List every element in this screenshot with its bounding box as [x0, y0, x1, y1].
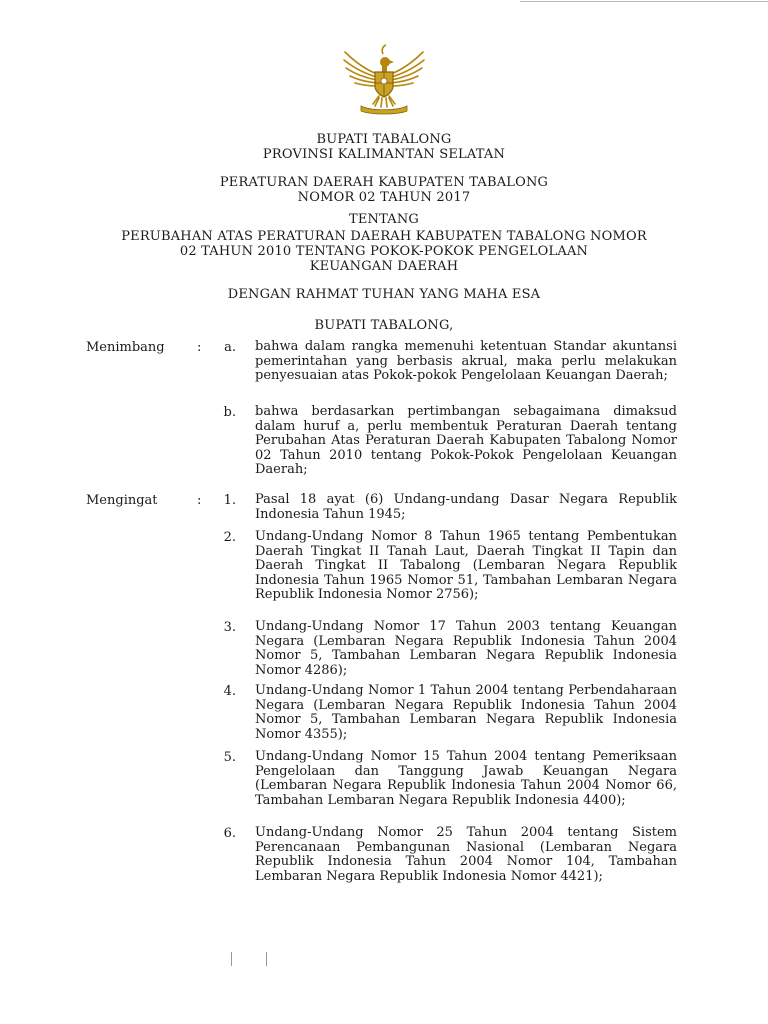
menimbang-item: bahwa berdasarkan pertimbangan sebagaimana dimaksud dalam huruf a, perlu membentuk Peraturan Daerah tentang Perubahan Atas Peraturan Daerah Kabupaten Tabalong Nomor 02 Tahun 2010 tentang Pokok-Pokok Pengelolaan Keuangan Daerah; — [255, 404, 677, 478]
scan-mark — [231, 952, 232, 966]
mengingat-colon: : — [197, 493, 202, 508]
menimbang-label: Menimbang — [86, 340, 165, 355]
menimbang-colon: : — [197, 340, 202, 355]
about-label: TENTANG — [348, 212, 420, 227]
mengingat-item: Undang-Undang Nomor 17 Tahun 2003 tentang Keuangan Negara (Lembaran Negara Republik Indonesia Tahun 2004 Nomor 5, Tambahan Lembaran Negara Republik Indonesia Nomor 4286); — [255, 619, 677, 678]
menimbang-marker: a. — [224, 340, 236, 355]
mengingat-marker: 5. — [223, 750, 236, 765]
issuer-line: BUPATI TABALONG, — [314, 318, 454, 333]
header-regent: BUPATI TABALONG — [316, 132, 452, 147]
garuda-emblem-icon — [339, 40, 429, 116]
subject-line: PERUBAHAN ATAS PERATURAN DAERAH KABUPATEN TABALONG NOMOR — [121, 229, 647, 244]
menimbang-item: bahwa dalam rangka memenuhi ketentuan Standar akuntansi pemerintahan yang berbasis akrual, maka perlu melakukan penyesuaian atas Pokok-pokok Pengelolaan Keuangan Daerah; — [255, 339, 677, 384]
mengingat-item: Undang-Undang Nomor 25 Tahun 2004 tentang Sistem Perencanaan Pembangunan Nasional (Lembaran Negara Republik Indonesia Tahun 2004 Nomor 104, Tambahan Lembaran Negara Republik Indonesia Nomor 4421); — [255, 825, 677, 884]
blessing-line: DENGAN RAHMAT TUHAN YANG MAHA ESA — [227, 287, 541, 302]
mengingat-marker: 3. — [223, 620, 236, 635]
mengingat-marker: 1. — [223, 493, 236, 508]
mengingat-item: Undang-Undang Nomor 1 Tahun 2004 tentang Perbendaharaan Negara (Lembaran Negara Republik Indonesia Tahun 2004 Nomor 5, Tambahan Lembaran Negara Republik Indonesia Nomor 4355); — [255, 683, 677, 742]
menimbang-marker: b. — [223, 405, 236, 420]
mengingat-marker: 4. — [223, 684, 236, 699]
mengingat-marker: 2. — [223, 530, 236, 545]
header-province: PROVINSI KALIMANTAN SELATAN — [262, 147, 506, 162]
regulation-number: NOMOR 02 TAHUN 2017 — [297, 190, 471, 205]
subject-line: KEUANGAN DAERAH — [309, 259, 459, 274]
mengingat-item: Undang-Undang Nomor 15 Tahun 2004 tentang Pemeriksaan Pengelolaan dan Tanggung Jawab Keuangan Negara (Lembaran Negara Republik Indonesia Tahun 2004 Nomor 66, Tambahan Lembaran Negara Republik Indonesia 4400); — [255, 749, 677, 808]
mengingat-label: Mengingat — [86, 493, 158, 508]
mengingat-item: Pasal 18 ayat (6) Undang-undang Dasar Negara Republik Indonesia Tahun 1945; — [255, 492, 677, 522]
subject-line: 02 TAHUN 2010 TENTANG POKOK-POKOK PENGELOLAAN — [179, 244, 589, 259]
scan-mark — [266, 952, 267, 966]
mengingat-marker: 6. — [223, 826, 236, 841]
mengingat-item: Undang-Undang Nomor 8 Tahun 1965 tentang Pembentukan Daerah Tingkat II Tanah Laut, Daerah Tingkat II Tapin dan Daerah Tingkat II Tabalong (Lembaran Negara Republik Indonesia Tahun 1965 Nomor 51, Tambahan Lembaran Negara Republik Indonesia Nomor 2756); — [255, 529, 677, 603]
scan-edge-line — [520, 1, 768, 2]
regulation-title: PERATURAN DAERAH KABUPATEN TABALONG — [219, 175, 549, 190]
